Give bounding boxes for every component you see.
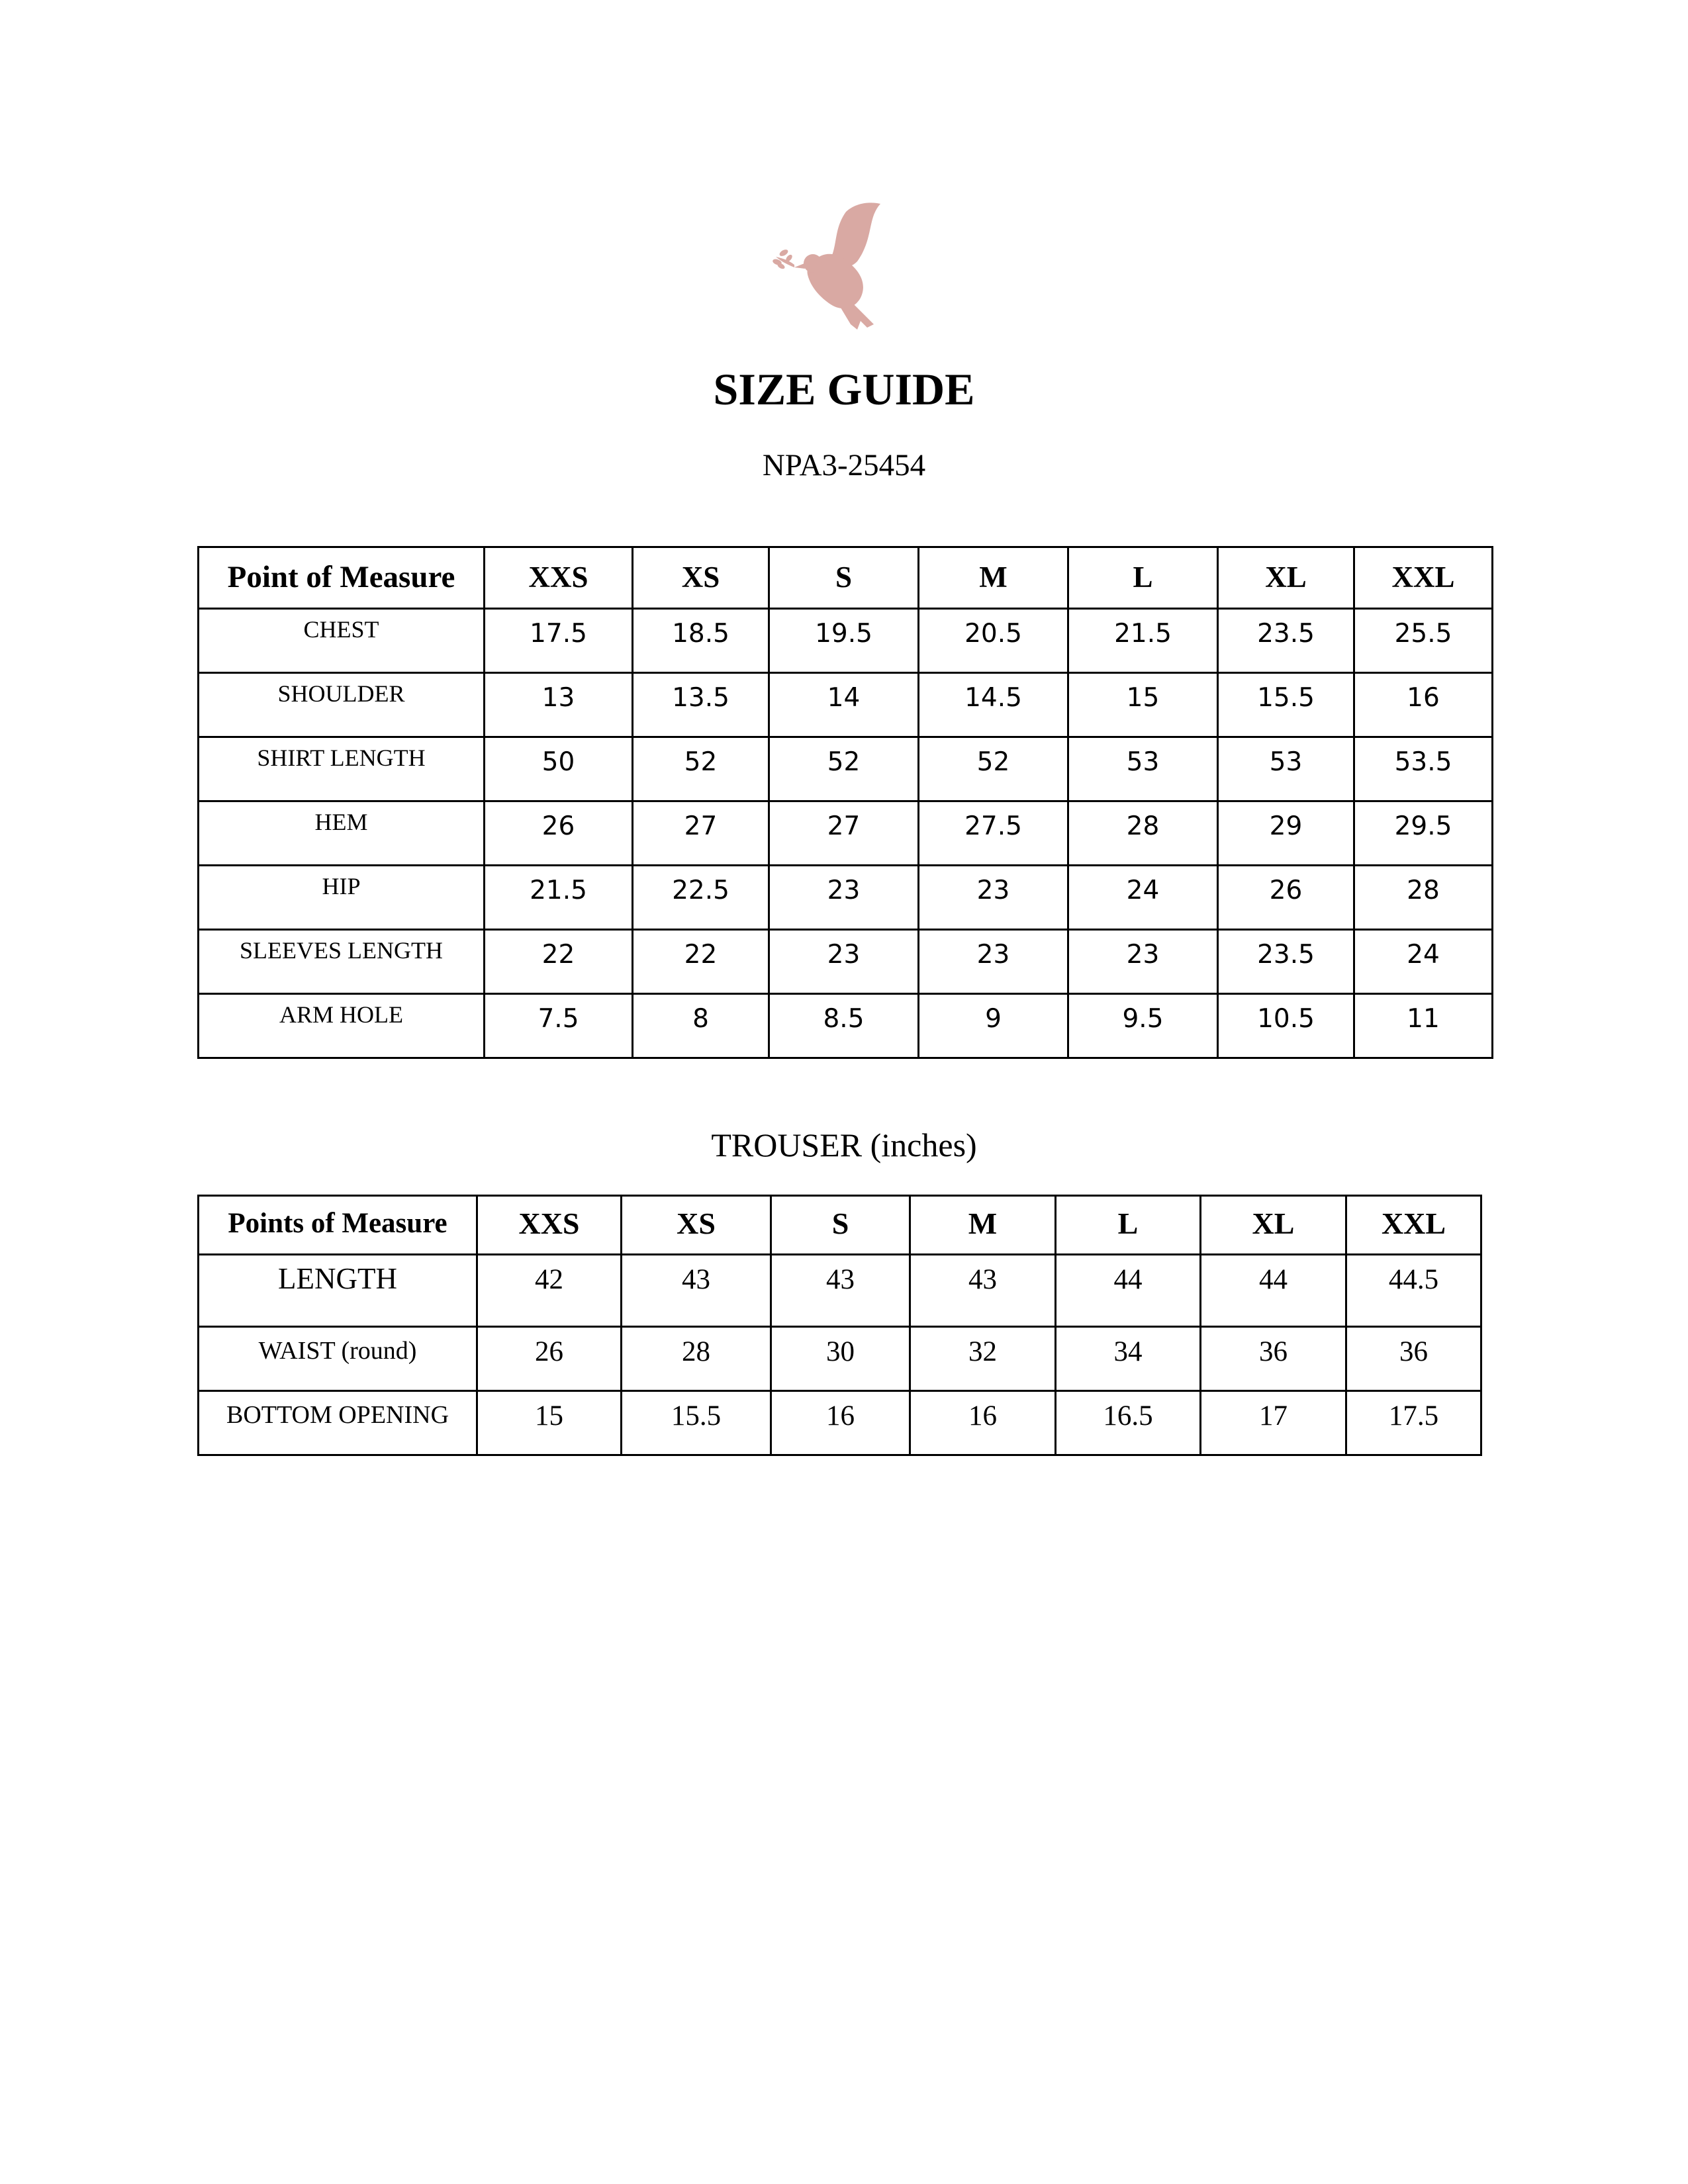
style-code: NPA3-25454 — [762, 448, 926, 482]
table-cell: 44 — [1201, 1255, 1346, 1327]
table-cell: 23 — [769, 930, 919, 994]
table-cell: 43 — [910, 1255, 1056, 1327]
table-cell: 27.5 — [919, 801, 1068, 866]
page-title: SIZE GUIDE — [713, 364, 975, 414]
table-row — [199, 1255, 1481, 1327]
row-label: LENGTH — [199, 1255, 477, 1327]
table-cell: 15.5 — [622, 1391, 771, 1455]
table-cell: 43 — [622, 1255, 771, 1327]
column-header-s: S — [769, 547, 919, 609]
column-header-point-of-measure: Point of Measure — [199, 547, 485, 609]
table-cell: 16 — [910, 1391, 1056, 1455]
table-cell: 53.5 — [1354, 737, 1493, 801]
table-cell: 16 — [771, 1391, 910, 1455]
table-row — [199, 801, 1493, 866]
table-cell: 16 — [1354, 673, 1493, 737]
table-cell: 22 — [633, 930, 769, 994]
row-label: BOTTOM OPENING — [199, 1391, 477, 1455]
column-header-xxl: XXL — [1354, 547, 1493, 609]
table-row — [199, 1327, 1481, 1391]
table-cell: 17.5 — [1346, 1391, 1481, 1455]
trouser-section-title: TROUSER (inches) — [711, 1126, 977, 1163]
table-cell: 23.5 — [1218, 609, 1354, 673]
table-cell: 36 — [1346, 1327, 1481, 1391]
table-cell: 44.5 — [1346, 1255, 1481, 1327]
column-header-l: L — [1056, 1196, 1201, 1255]
table-cell: 13.5 — [633, 673, 769, 737]
table-cell: 52 — [769, 737, 919, 801]
table-cell: 24 — [1068, 866, 1218, 930]
table-cell: 21.5 — [485, 866, 633, 930]
shirt-size-table — [197, 546, 1493, 1059]
table-cell: 19.5 — [769, 609, 919, 673]
table-cell: 14 — [769, 673, 919, 737]
table-row — [199, 1391, 1481, 1455]
table-cell: 8.5 — [769, 994, 919, 1058]
table-cell: 21.5 — [1068, 609, 1218, 673]
column-header-point-of-measure: Points of Measure — [199, 1196, 477, 1255]
table-cell: 23 — [769, 866, 919, 930]
table-cell: 52 — [919, 737, 1068, 801]
column-header-xs: XS — [622, 1196, 771, 1255]
table-cell: 53 — [1068, 737, 1218, 801]
table-cell: 8 — [633, 994, 769, 1058]
table-cell: 16.5 — [1056, 1391, 1201, 1455]
row-label: HIP — [199, 866, 485, 930]
column-header-s: S — [771, 1196, 910, 1255]
table-cell: 36 — [1201, 1327, 1346, 1391]
column-header-xl: XL — [1201, 1196, 1346, 1255]
column-header-xl: XL — [1218, 547, 1354, 609]
table-cell: 26 — [485, 801, 633, 866]
trouser-size-table — [197, 1195, 1482, 1456]
table-cell: 28 — [1354, 866, 1493, 930]
table-cell: 22.5 — [633, 866, 769, 930]
column-header-m: M — [919, 547, 1068, 609]
table-cell: 34 — [1056, 1327, 1201, 1391]
table-cell: 17.5 — [485, 609, 633, 673]
table-cell: 23 — [919, 930, 1068, 994]
row-label: SLEEVES LENGTH — [199, 930, 485, 994]
table-cell: 15.5 — [1218, 673, 1354, 737]
row-label: ARM HOLE — [199, 994, 485, 1058]
table-cell: 30 — [771, 1327, 910, 1391]
table-cell: 44 — [1056, 1255, 1201, 1327]
table-cell: 7.5 — [485, 994, 633, 1058]
column-header-xs: XS — [633, 547, 769, 609]
row-label: HEM — [199, 801, 485, 866]
table-cell: 25.5 — [1354, 609, 1493, 673]
row-label: WAIST (round) — [199, 1327, 477, 1391]
dove-icon — [768, 199, 900, 331]
table-row — [199, 609, 1493, 673]
row-label: CHEST — [199, 609, 485, 673]
table-cell: 20.5 — [919, 609, 1068, 673]
column-header-m: M — [910, 1196, 1056, 1255]
table-header-row — [199, 547, 1493, 609]
table-cell: 29 — [1218, 801, 1354, 866]
table-cell: 9 — [919, 994, 1068, 1058]
table-cell: 23 — [1068, 930, 1218, 994]
table-cell: 28 — [622, 1327, 771, 1391]
table-cell: 15 — [477, 1391, 622, 1455]
table-cell: 29.5 — [1354, 801, 1493, 866]
table-cell: 28 — [1068, 801, 1218, 866]
table-header-row — [199, 1196, 1481, 1255]
row-label: SHOULDER — [199, 673, 485, 737]
table-cell: 15 — [1068, 673, 1218, 737]
table-cell: 26 — [1218, 866, 1354, 930]
table-cell: 24 — [1354, 930, 1493, 994]
table-row — [199, 866, 1493, 930]
column-header-xxl: XXL — [1346, 1196, 1481, 1255]
table-row — [199, 737, 1493, 801]
table-cell: 9.5 — [1068, 994, 1218, 1058]
table-cell: 27 — [633, 801, 769, 866]
table-cell: 53 — [1218, 737, 1354, 801]
table-cell: 23 — [919, 866, 1068, 930]
table-cell: 17 — [1201, 1391, 1346, 1455]
table-cell: 23.5 — [1218, 930, 1354, 994]
column-header-l: L — [1068, 547, 1218, 609]
row-label: SHIRT LENGTH — [199, 737, 485, 801]
table-cell: 52 — [633, 737, 769, 801]
table-cell: 11 — [1354, 994, 1493, 1058]
table-cell: 50 — [485, 737, 633, 801]
table-cell: 18.5 — [633, 609, 769, 673]
table-cell: 26 — [477, 1327, 622, 1391]
table-cell: 13 — [485, 673, 633, 737]
table-row — [199, 673, 1493, 737]
table-row — [199, 994, 1493, 1058]
table-cell: 27 — [769, 801, 919, 866]
table-cell: 43 — [771, 1255, 910, 1327]
column-header-xxs: XXS — [485, 547, 633, 609]
table-cell: 32 — [910, 1327, 1056, 1391]
column-header-xxs: XXS — [477, 1196, 622, 1255]
table-row — [199, 930, 1493, 994]
table-cell: 42 — [477, 1255, 622, 1327]
table-cell: 10.5 — [1218, 994, 1354, 1058]
table-cell: 14.5 — [919, 673, 1068, 737]
table-cell: 22 — [485, 930, 633, 994]
